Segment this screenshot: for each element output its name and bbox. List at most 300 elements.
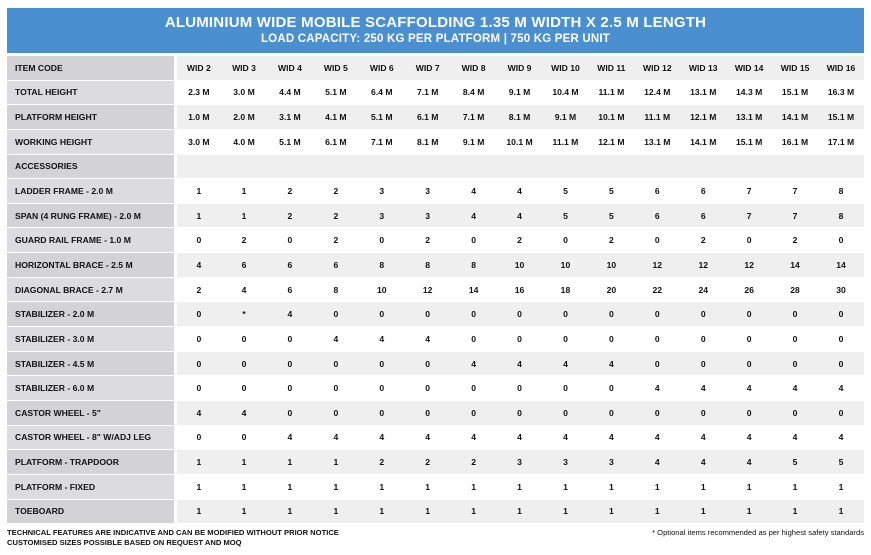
table-cell: 1 xyxy=(175,179,221,204)
table-cell: 0 xyxy=(726,228,772,253)
table-cell: 5 xyxy=(588,203,634,228)
table-cell: 0 xyxy=(543,302,589,327)
table-cell: 0 xyxy=(634,400,680,425)
empty-cell xyxy=(451,154,497,179)
table-cell: 1 xyxy=(634,499,680,524)
table-cell: 10 xyxy=(543,253,589,278)
table-cell: 1 xyxy=(680,474,726,499)
item-code-cell: WID 3 xyxy=(221,56,267,80)
table-cell: 2 xyxy=(497,228,543,253)
table-cell: 4 xyxy=(313,425,359,450)
table-cell: 1 xyxy=(175,203,221,228)
table-cell: 0 xyxy=(588,376,634,401)
accessory-row xyxy=(7,376,864,401)
table-cell: 0 xyxy=(497,302,543,327)
table-cell: 1 xyxy=(588,499,634,524)
row-label: ITEM CODE xyxy=(7,56,175,80)
table-header-banner xyxy=(7,8,864,53)
table-cell: 6 xyxy=(680,179,726,204)
table-cell: 4 xyxy=(175,253,221,278)
row-label: STABILIZER - 6.0 M xyxy=(7,376,175,401)
table-cell: 4 xyxy=(634,376,680,401)
empty-cell xyxy=(543,154,589,179)
row-label: CASTOR WHEEL - 8" W/ADJ LEG xyxy=(7,425,175,450)
table-cell: 20 xyxy=(588,277,634,302)
table-cell: 4 xyxy=(451,425,497,450)
item-code-cell: WID 13 xyxy=(680,56,726,80)
table-cell: 4 xyxy=(588,425,634,450)
table-cell: 4 xyxy=(451,179,497,204)
table-cell: 2 xyxy=(175,277,221,302)
page-subtitle: LOAD CAPACITY: 250 KG PER PLATFORM | 750 KG PER UNIT xyxy=(260,33,611,45)
table-cell: 2 xyxy=(772,228,818,253)
table-cell: 2 xyxy=(451,450,497,475)
table-cell: 0 xyxy=(267,228,313,253)
table-cell: 0 xyxy=(634,302,680,327)
table-cell: 5 xyxy=(543,179,589,204)
item-code-cell: WID 16 xyxy=(818,56,864,80)
table-cell: 0 xyxy=(818,400,864,425)
table-cell: 0 xyxy=(221,376,267,401)
table-cell: 8.4 M xyxy=(451,80,497,105)
table-cell: 3 xyxy=(497,450,543,475)
table-cell: 0 xyxy=(680,327,726,352)
table-cell: 4 xyxy=(772,376,818,401)
table-cell: 3 xyxy=(543,450,589,475)
table-cell: 6.1 M xyxy=(313,129,359,154)
table-cell: 0 xyxy=(726,351,772,376)
table-cell: 14 xyxy=(818,253,864,278)
table-cell: 1 xyxy=(680,499,726,524)
item-code-cell: WID 5 xyxy=(313,56,359,80)
table-cell: 1 xyxy=(313,499,359,524)
table-cell: 3 xyxy=(588,450,634,475)
table-cell: 7 xyxy=(726,179,772,204)
table-cell: 5 xyxy=(772,450,818,475)
item-code-cell: WID 8 xyxy=(451,56,497,80)
table-cell: 3 xyxy=(359,203,405,228)
table-cell: 4 xyxy=(818,376,864,401)
table-cell: 1 xyxy=(221,499,267,524)
table-cell: 0 xyxy=(359,351,405,376)
table-cell: 4 xyxy=(497,351,543,376)
row-label: STABILIZER - 2.0 M xyxy=(7,302,175,327)
table-cell: 1 xyxy=(221,203,267,228)
table-cell: 5 xyxy=(543,203,589,228)
table-cell: 8 xyxy=(818,203,864,228)
table-cell: 4 xyxy=(405,425,451,450)
table-cell: 11.1 M xyxy=(543,129,589,154)
table-cell: 0 xyxy=(221,327,267,352)
table-cell: 4 xyxy=(543,425,589,450)
item-code-cell: WID 11 xyxy=(588,56,634,80)
table-cell: 0 xyxy=(818,327,864,352)
table-cell: 7.1 M xyxy=(405,80,451,105)
item-code-cell: WID 2 xyxy=(175,56,221,80)
table-cell: 2 xyxy=(313,203,359,228)
table-cell: 0 xyxy=(680,400,726,425)
table-cell: 1 xyxy=(772,474,818,499)
accessory-row xyxy=(7,327,864,352)
row-label: PLATFORM - TRAPDOOR xyxy=(7,450,175,475)
table-cell: 10 xyxy=(497,253,543,278)
table-cell: 10.1 M xyxy=(588,105,634,130)
table-cell: 6 xyxy=(634,179,680,204)
table-cell: 4 xyxy=(359,327,405,352)
table-cell: 1 xyxy=(313,474,359,499)
table-cell: 4 xyxy=(680,425,726,450)
footer-note-custom: CUSTOMISED SIZES POSSIBLE BASED ON REQUEST AND MOQ xyxy=(7,538,242,547)
table-cell: 11.1 M xyxy=(634,105,680,130)
table-cell: 1 xyxy=(634,474,680,499)
table-cell: 6 xyxy=(221,253,267,278)
row-label: PLATFORM HEIGHT xyxy=(7,105,175,130)
footer-note-optional: * Optional items recommended as per highest safety standards xyxy=(652,528,864,537)
table-cell: 0 xyxy=(451,302,497,327)
table-cell: 1 xyxy=(772,499,818,524)
accessory-row xyxy=(7,302,864,327)
table-cell: 10.4 M xyxy=(543,80,589,105)
table-cell: 0 xyxy=(772,400,818,425)
table-cell: 6 xyxy=(267,253,313,278)
table-cell: 0 xyxy=(405,400,451,425)
table-cell: 0 xyxy=(543,376,589,401)
table-cell: 0 xyxy=(267,351,313,376)
table-cell: 1 xyxy=(451,474,497,499)
table-cell: 16 xyxy=(497,277,543,302)
row-label: GUARD RAIL FRAME - 1.0 M xyxy=(7,228,175,253)
accessory-row xyxy=(7,228,864,253)
table-cell: 2 xyxy=(588,228,634,253)
table-cell: 12.1 M xyxy=(588,129,634,154)
item-code-cell: WID 14 xyxy=(726,56,772,80)
table-cell: 4 xyxy=(497,425,543,450)
accessory-row xyxy=(7,425,864,450)
table-cell: 14 xyxy=(772,253,818,278)
row-label: DIAGONAL BRACE - 2.7 M xyxy=(7,277,175,302)
table-cell: 7 xyxy=(772,203,818,228)
row-label: LADDER FRAME - 2.0 M xyxy=(7,179,175,204)
table-cell: 0 xyxy=(634,351,680,376)
table-cell: 2 xyxy=(680,228,726,253)
table-cell: 1 xyxy=(175,499,221,524)
table-cell: 0 xyxy=(359,376,405,401)
table-cell: 15.1 M xyxy=(818,105,864,130)
dimension-row xyxy=(7,80,864,105)
table-cell: 11.1 M xyxy=(588,80,634,105)
table-cell: 0 xyxy=(267,400,313,425)
table-cell: 0 xyxy=(818,228,864,253)
empty-cell xyxy=(680,154,726,179)
table-cell: 4.0 M xyxy=(221,129,267,154)
table-cell: 4 xyxy=(451,203,497,228)
table-cell: 0 xyxy=(634,228,680,253)
table-cell: 1 xyxy=(726,499,772,524)
table-cell: 14.3 M xyxy=(726,80,772,105)
table-cell: 8 xyxy=(405,253,451,278)
table-cell: 0 xyxy=(313,351,359,376)
empty-cell xyxy=(818,154,864,179)
accessory-row xyxy=(7,499,864,524)
table-cell: 4 xyxy=(221,277,267,302)
table-cell: 2 xyxy=(221,228,267,253)
specification-table xyxy=(7,56,864,524)
table-cell: 1 xyxy=(497,499,543,524)
item-code-cell: WID 9 xyxy=(497,56,543,80)
table-cell: 4 xyxy=(634,450,680,475)
table-cell: 0 xyxy=(726,302,772,327)
table-cell: 2 xyxy=(267,179,313,204)
table-cell: 4 xyxy=(726,376,772,401)
row-label: WORKING HEIGHT xyxy=(7,129,175,154)
table-cell: 4 xyxy=(267,302,313,327)
table-cell: 3 xyxy=(405,203,451,228)
table-cell: 0 xyxy=(175,351,221,376)
table-cell: 0 xyxy=(680,302,726,327)
footer xyxy=(7,528,864,548)
table-cell: 12 xyxy=(634,253,680,278)
table-cell: 2 xyxy=(359,450,405,475)
table-cell: 12 xyxy=(726,253,772,278)
table-cell: 0 xyxy=(818,351,864,376)
row-label: TOTAL HEIGHT xyxy=(7,80,175,105)
table-cell: 4 xyxy=(451,351,497,376)
table-cell: 4 xyxy=(726,425,772,450)
table-cell: 1 xyxy=(221,179,267,204)
table-cell: 0 xyxy=(359,302,405,327)
table-cell: 1 xyxy=(267,450,313,475)
table-cell: 1 xyxy=(313,450,359,475)
table-cell: 2 xyxy=(405,228,451,253)
table-cell: 8 xyxy=(451,253,497,278)
table-cell: 1.0 M xyxy=(175,105,221,130)
table-cell: 0 xyxy=(497,400,543,425)
table-cell: 18 xyxy=(543,277,589,302)
table-cell: 0 xyxy=(451,376,497,401)
accessory-row xyxy=(7,179,864,204)
table-cell: 5.1 M xyxy=(267,129,313,154)
table-cell: 30 xyxy=(818,277,864,302)
table-cell: 7.1 M xyxy=(451,105,497,130)
table-cell: 1 xyxy=(267,474,313,499)
table-cell: 7 xyxy=(772,179,818,204)
empty-cell xyxy=(175,154,221,179)
empty-cell xyxy=(588,154,634,179)
table-cell: 0 xyxy=(772,327,818,352)
table-cell: 0 xyxy=(680,351,726,376)
table-cell: 6 xyxy=(267,277,313,302)
table-cell: 3.1 M xyxy=(267,105,313,130)
table-cell: 2 xyxy=(267,203,313,228)
table-cell: 0 xyxy=(175,327,221,352)
table-cell: 2 xyxy=(313,228,359,253)
item-code-row xyxy=(7,56,864,80)
table-cell: 0 xyxy=(175,302,221,327)
table-cell: 12.4 M xyxy=(634,80,680,105)
table-cell: 6.4 M xyxy=(359,80,405,105)
table-cell: 7.1 M xyxy=(359,129,405,154)
dimension-row xyxy=(7,129,864,154)
table-cell: 14.1 M xyxy=(680,129,726,154)
table-cell: 1 xyxy=(543,474,589,499)
table-cell: 3 xyxy=(359,179,405,204)
table-cell: 1 xyxy=(221,474,267,499)
table-cell: 0 xyxy=(221,425,267,450)
table-cell: 0 xyxy=(772,351,818,376)
table-cell: 0 xyxy=(726,400,772,425)
accessories-section-row xyxy=(7,154,864,179)
table-cell: 1 xyxy=(267,499,313,524)
table-cell: 1 xyxy=(359,474,405,499)
empty-cell xyxy=(359,154,405,179)
table-cell: 22 xyxy=(634,277,680,302)
row-label: STABILIZER - 4.5 M xyxy=(7,351,175,376)
table-cell: 10 xyxy=(359,277,405,302)
table-cell: 3.0 M xyxy=(175,129,221,154)
table-cell: 10.1 M xyxy=(497,129,543,154)
table-cell: 0 xyxy=(175,376,221,401)
table-cell: 16.3 M xyxy=(818,80,864,105)
table-cell: 0 xyxy=(405,302,451,327)
table-cell: 0 xyxy=(726,327,772,352)
table-cell: 2 xyxy=(313,179,359,204)
table-cell: 0 xyxy=(543,228,589,253)
table-cell: 3.0 M xyxy=(221,80,267,105)
table-cell: 0 xyxy=(359,400,405,425)
table-cell: 0 xyxy=(313,376,359,401)
table-cell: 8 xyxy=(313,277,359,302)
item-code-cell: WID 6 xyxy=(359,56,405,80)
table-cell: 0 xyxy=(451,228,497,253)
table-cell: 8.1 M xyxy=(497,105,543,130)
table-cell: 4 xyxy=(313,327,359,352)
empty-cell xyxy=(497,154,543,179)
item-code-cell: WID 15 xyxy=(772,56,818,80)
empty-cell xyxy=(634,154,680,179)
empty-cell xyxy=(221,154,267,179)
table-cell: 7 xyxy=(726,203,772,228)
accessory-row xyxy=(7,203,864,228)
table-cell: 0 xyxy=(588,327,634,352)
accessory-row xyxy=(7,474,864,499)
table-cell: 5 xyxy=(818,450,864,475)
table-cell: 4 xyxy=(680,450,726,475)
table-cell: 1 xyxy=(543,499,589,524)
table-cell: 0 xyxy=(359,228,405,253)
table-cell: 1 xyxy=(497,474,543,499)
table-cell: 0 xyxy=(175,228,221,253)
table-cell: 6.1 M xyxy=(405,105,451,130)
table-cell: 4 xyxy=(359,425,405,450)
item-code-cell: WID 10 xyxy=(543,56,589,80)
table-cell: 0 xyxy=(313,302,359,327)
table-cell: 14.1 M xyxy=(772,105,818,130)
table-cell: 0 xyxy=(451,400,497,425)
table-cell: 0 xyxy=(451,327,497,352)
empty-cell xyxy=(772,154,818,179)
section-label: ACCESSORIES xyxy=(7,154,175,179)
empty-cell xyxy=(267,154,313,179)
footer-note-technical: TECHNICAL FEATURES ARE INDICATIVE AND CAN BE MODIFIED WITHOUT PRIOR NOTICE xyxy=(7,528,339,537)
row-label: CASTOR WHEEL - 5" xyxy=(7,400,175,425)
table-cell: 0 xyxy=(634,327,680,352)
accessory-row xyxy=(7,277,864,302)
item-code-cell: WID 4 xyxy=(267,56,313,80)
table-cell: 0 xyxy=(267,327,313,352)
page-title: ALUMINIUM WIDE MOBILE SCAFFOLDING 1.35 M WIDTH X 2.5 M LENGTH xyxy=(164,14,707,31)
table-cell: 4 xyxy=(175,400,221,425)
table-cell: 0 xyxy=(221,351,267,376)
table-cell: 9.1 M xyxy=(451,129,497,154)
dimension-row xyxy=(7,105,864,130)
table-cell: 1 xyxy=(175,450,221,475)
table-cell: 4 xyxy=(588,351,634,376)
table-cell: 1 xyxy=(405,474,451,499)
table-cell: 15.1 M xyxy=(726,129,772,154)
table-cell: 6 xyxy=(634,203,680,228)
table-cell: 4 xyxy=(772,425,818,450)
row-label: PLATFORM - FIXED xyxy=(7,474,175,499)
table-cell: 1 xyxy=(588,474,634,499)
accessory-row xyxy=(7,450,864,475)
table-cell: 4 xyxy=(405,327,451,352)
table-cell: 2.3 M xyxy=(175,80,221,105)
accessory-row xyxy=(7,351,864,376)
table-cell: 8 xyxy=(359,253,405,278)
table-cell: 0 xyxy=(405,351,451,376)
table-cell: 4 xyxy=(543,351,589,376)
empty-cell xyxy=(726,154,772,179)
table-cell: 0 xyxy=(497,327,543,352)
table-cell: 1 xyxy=(359,499,405,524)
table-cell: 8.1 M xyxy=(405,129,451,154)
table-cell: 26 xyxy=(726,277,772,302)
table-cell: 16.1 M xyxy=(772,129,818,154)
table-cell: 0 xyxy=(175,425,221,450)
table-cell: 12.1 M xyxy=(680,105,726,130)
table-cell: 4.4 M xyxy=(267,80,313,105)
table-cell: 4 xyxy=(221,400,267,425)
table-cell: 2.0 M xyxy=(221,105,267,130)
table-cell: 0 xyxy=(772,302,818,327)
table-cell: 0 xyxy=(543,327,589,352)
table-cell: 4 xyxy=(634,425,680,450)
table-cell: 5.1 M xyxy=(359,105,405,130)
table-cell: 13.1 M xyxy=(634,129,680,154)
table-cell: 4.1 M xyxy=(313,105,359,130)
table-cell: 0 xyxy=(588,400,634,425)
table-cell: 4 xyxy=(818,425,864,450)
table-cell: 0 xyxy=(497,376,543,401)
row-label: HORIZONTAL BRACE - 2.5 M xyxy=(7,253,175,278)
table-cell: 1 xyxy=(221,450,267,475)
table-cell: 1 xyxy=(451,499,497,524)
table-cell: 1 xyxy=(818,499,864,524)
accessory-row xyxy=(7,253,864,278)
table-cell: 5.1 M xyxy=(313,80,359,105)
table-cell: 13.1 M xyxy=(726,105,772,130)
table-cell: 0 xyxy=(588,302,634,327)
table-cell: 0 xyxy=(267,376,313,401)
row-label: STABILIZER - 3.0 M xyxy=(7,327,175,352)
table-cell: * xyxy=(221,302,267,327)
table-cell: 0 xyxy=(405,376,451,401)
empty-cell xyxy=(405,154,451,179)
table-cell: 4 xyxy=(497,203,543,228)
table-cell: 1 xyxy=(726,474,772,499)
table-cell: 4 xyxy=(726,450,772,475)
table-cell: 1 xyxy=(175,474,221,499)
